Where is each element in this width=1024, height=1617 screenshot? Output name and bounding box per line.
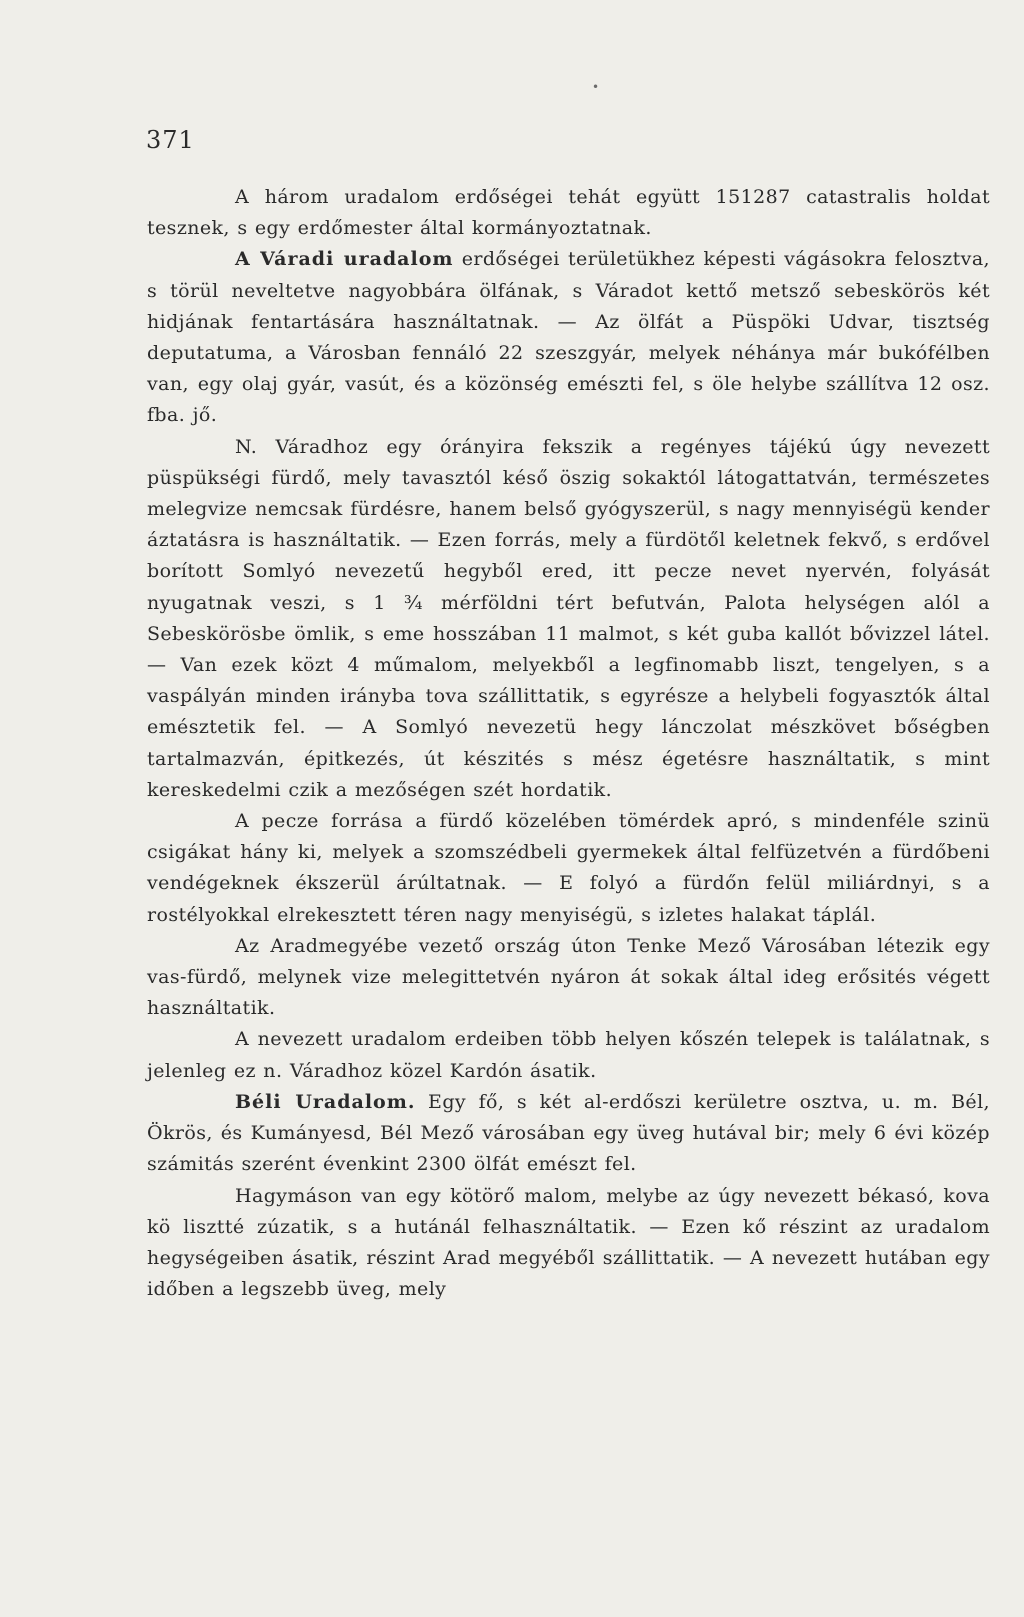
paragraph-text: N. Váradhoz egy órányira fekszik a regényes tájékú úgy nevezett püspükségi fürdő, mely tavasztól késő öszig sokaktól látogattatván, természetes melegvize nemcsak fürdésre, hanem belső gyógyszerül, s nagy mennyiségü kender áztatásra is használtatik. — Ezen forrás, mely a fürdötől keletnek fekvő, s erdővel borított Somlyó nevezetű hegyből ered, itt pecze nevet nyervén, folyását nyugatnak veszi, s 1 ¾ mérföldni tért befutván, Palota helységen alól a Sebeskörösbe ömlik, s eme hosszában 11 malmot, s két guba kallót bővizzel látel. — Van ezek közt 4 műmalom, melyekből a legfinomabb liszt, tengelyen, s a vaspályán minden irányba tova szállittatik, s egyrésze a helybeli fogyasztók által emésztetik fel. — A Somlyó nevezetü hegy lánczolat mészkövet bőségben tartalmazván, épitkezés, út készités s mész égetésre használtatik, s mint kereskedelmi czik a mezőségen szét hordatik. (147, 435, 990, 801)
page-number: 371 (146, 126, 195, 154)
paragraph-text: Hagymáson van egy kötörő malom, melybe az úgy nevezett békasó, kova kö lisztté zúzatik, s a hutánál felhasználtatik. — Ezen kő részint az uradalom hegységeiben ásatik, részint Arad megyéből szállittatik. — A nevezett hutában egy időben a legszebb üveg, mely (147, 1184, 990, 1301)
paragraph-2 (147, 244, 990, 431)
paragraph-text: A három uradalom erdőségei tehát együtt 151287 catastralis holdat tesznek, s egy erdőmester által kormányoztatnak. (147, 186, 990, 240)
paragraph-8 (147, 1181, 990, 1306)
paragraph-4 (147, 806, 990, 931)
paragraph-text: A nevezett uradalom erdeiben több helyen kőszén telepek is találatnak, s jelenleg ez n. Váradhoz közel Kardón ásatik. (147, 1028, 990, 1082)
paragraph-3 (147, 432, 990, 806)
paragraph-text: Egy fő, s két al-erdőszi kerületre osztva, u. m. Bél, Ökrös, és Kumányesd, Bél Mező városában egy üveg hutával bir; mely 6 évi közép számitás szerént évenkint 2300 ölfát emészt fel. (147, 1090, 990, 1176)
paragraph-5 (147, 931, 990, 1025)
paragraph-text: erdőségei területükhez képesti vágásokra felosztva, s törül neveltetve nagyobbára ölfának, s Váradot kettő metsző sebeskörös két hidjának fentartására használtatnak. — Az ölfát a Püspöki Udvar, tisztség deputatuma, a Városban fennáló 22 szeszgyár, melyek néhánya már bukófélben van, egy olaj gyár, vasút, és a közönség emészti fel, s öle helybe szállítva 12 osz. fba. jő. (147, 248, 990, 427)
paragraph-7 (147, 1087, 990, 1181)
paragraph-text: Az Aradmegyébe vezető ország úton Tenke Mező Városában létezik egy vas-fürdő, melynek vize melegittetvén nyáron át sokak által ideg erősités végett használtatik. (147, 934, 990, 1020)
paragraph-text: A pecze forrása a fürdő közelében tömérdek apró, s mindenféle szinü csigákat hány ki, melyek a szomszédbeli gyermekek által felfüzetvén a fürdőbeni vendégeknek ékszerül árúltatnak. — E folyó a fürdőn felül miliárdnyi, s a rostélyokkal elrekesztett téren nagy menyiségü, s izletes halakat táplál. (147, 810, 990, 926)
section-heading-beli: Béli Uradalom. (235, 1090, 416, 1113)
section-heading-varadi: A Váradi uradalom (235, 248, 454, 271)
paragraph-6 (147, 1024, 990, 1086)
page-mark: • (592, 80, 600, 94)
body-text (147, 182, 990, 1305)
paragraph-1 (147, 182, 990, 244)
